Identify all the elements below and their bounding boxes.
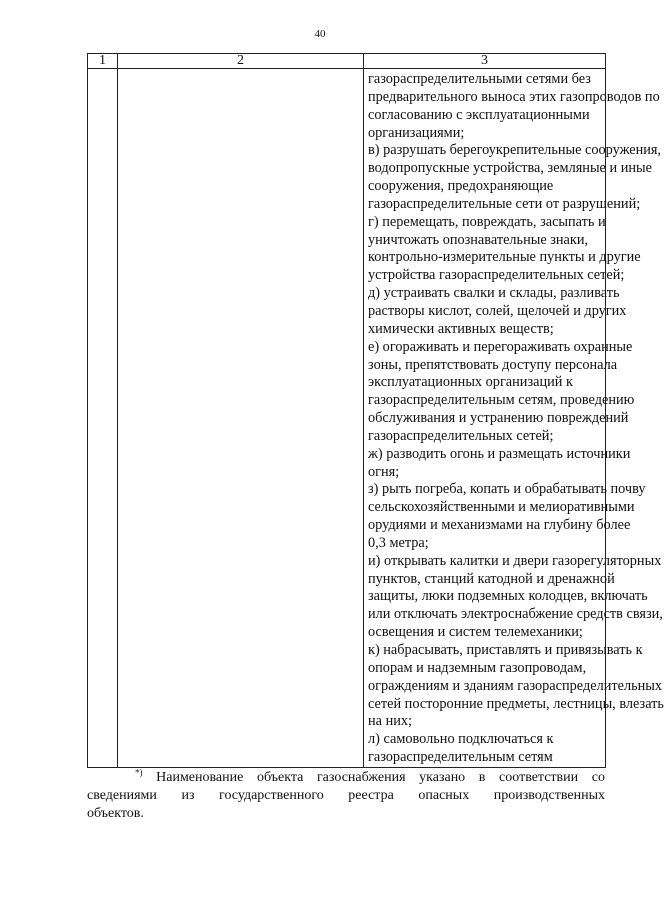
restriction-line: или отключать электроснабжение средств связи,: [368, 606, 663, 623]
restriction-line: ж) разводить огонь и размещать источники: [368, 445, 631, 462]
restriction-line: сетей посторонние предметы, лестницы, влезать: [368, 695, 664, 712]
page-number: 40: [314, 28, 326, 40]
table-cell-col2: [118, 69, 364, 768]
restriction-line: обслуживания и устранению повреждений: [368, 410, 629, 427]
restriction-line: д) устраивать свалки и склады, разливать: [368, 285, 620, 302]
footnote-marker: *): [135, 767, 143, 778]
restriction-line: 0,3 метра;: [368, 534, 429, 551]
restriction-line: организациями;: [368, 124, 465, 141]
table-header-row: [88, 54, 606, 69]
column-header-3: 3: [364, 54, 606, 69]
restriction-line: газораспределительным сетям, проведению: [368, 392, 635, 409]
restriction-line: к) набрасывать, приставлять и привязывать к: [368, 642, 643, 658]
restriction-line: контрольно-измерительные пункты и другие: [368, 249, 641, 266]
footnote-line: [87, 805, 605, 823]
footnote-text: Наименование объекта газоснабжения указано в соответствии со: [156, 770, 605, 785]
requirements-table: [87, 53, 664, 768]
restriction-line: и) открывать калитки и двери газорегуляторных: [368, 552, 662, 569]
restrictions-text: [364, 69, 664, 767]
footnote-text: сведениями из государственного реестра опасных производственных: [87, 788, 605, 803]
restriction-line: орудиями и механизмами на глубину более: [368, 517, 631, 534]
restriction-line: г) перемещать, повреждать, засыпать и: [368, 213, 606, 230]
restriction-line: защиты, люки подземных колодцев, включать: [368, 588, 648, 605]
restriction-line: эксплуатационных организаций к: [368, 374, 573, 391]
table-cell-col3: [364, 69, 664, 768]
table-row: [88, 69, 606, 768]
restriction-line: водопропускные устройства, земляные и иные: [368, 160, 652, 177]
restriction-line: предварительного выноса этих газопроводов по: [368, 88, 660, 105]
restriction-line: ограждениям и зданиям газораспределительных: [368, 677, 663, 694]
footnote-line: [87, 787, 605, 805]
restriction-line: газораспределительным сетям: [368, 749, 553, 766]
restriction-line: сооружения, предохраняющие: [368, 178, 554, 195]
restriction-line: на них;: [368, 713, 412, 730]
restriction-line: химически активных веществ;: [368, 320, 554, 337]
restriction-line: зоны, препятствовать доступу персонала: [368, 356, 618, 373]
restriction-line: согласованию с эксплуатационными: [368, 106, 590, 123]
restriction-line: газораспределительных сетей;: [368, 427, 554, 444]
column-header-2: 2: [118, 54, 364, 69]
restriction-line: уничтожать опознавательные знаки,: [368, 231, 589, 248]
footnote-line: [87, 769, 605, 787]
restriction-line: в) разрушать берегоукрепительные сооружения,: [368, 142, 662, 159]
restriction-line: освещения и систем телемеханики;: [368, 624, 583, 641]
restriction-line: устройства газораспределительных сетей;: [368, 267, 625, 284]
restriction-line: л) самовольно подключаться к: [368, 731, 554, 748]
restriction-line: опорам и надземным газопроводам,: [368, 659, 587, 676]
restriction-line: пунктов, станций катодной и дренажной: [368, 570, 615, 587]
restriction-line: растворы кислот, солей, щелочей и других: [368, 302, 627, 319]
restriction-line: сельскохозяйственными и мелиоративными: [368, 499, 635, 516]
table-cell-col1: [88, 69, 118, 768]
footnote: [87, 769, 605, 823]
restriction-line: огня;: [368, 463, 400, 480]
restriction-line: газораспределительные сети от разрушений;: [368, 195, 641, 212]
restriction-line: е) огораживать и перегораживать охранные: [368, 338, 633, 355]
restriction-line: з) рыть погреба, копать и обрабатывать почву: [368, 481, 646, 498]
column-header-1: 1: [88, 54, 118, 69]
restriction-line: газораспределительными сетями без: [368, 71, 591, 87]
footnote-text: объектов.: [87, 806, 144, 821]
